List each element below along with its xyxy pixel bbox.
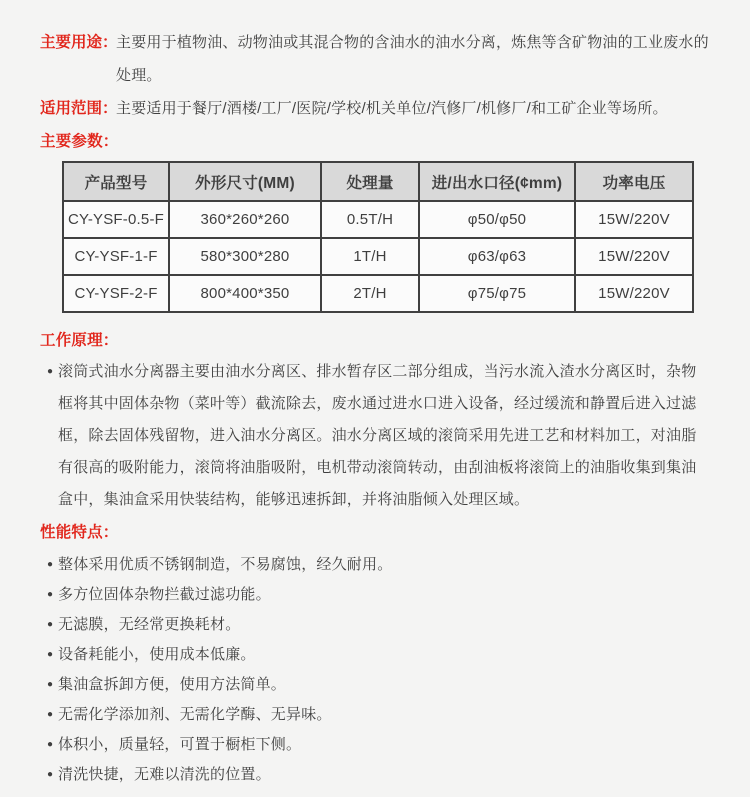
table-cell: CY-YSF-1-F [63,238,169,275]
product-spec-document [40,26,712,790]
feature-item-text: 整体采用优质不锈钢制造，不易腐蚀，经久耐用。 [58,556,393,573]
feature-item-text: 多方位固体杂物拦截过滤功能。 [58,586,271,603]
table-row [63,201,693,238]
feature-item [47,760,712,790]
bullet-icon: ● [47,366,54,377]
feature-item-text: 无滤膜，无经常更换耗材。 [58,616,241,633]
principle-paragraph [47,356,707,516]
feature-item-text: 设备耗能小，使用成本低廉。 [58,646,256,663]
bullet-icon: ● [47,559,54,570]
main-use-text: 主要用于植物油、动物油或其混合物的含油水的油水分离，炼焦等含矿物油的工业废水的处理。 [116,34,709,84]
scope-text: 主要适用于餐厅/酒楼/工厂/医院/学校/机关单位/汽修厂/机修厂/和工矿企业等场所。 [116,100,668,117]
feature-item [47,610,712,640]
table-header-cell: 功率电压 [575,162,693,201]
main-use-paragraph [40,26,712,92]
table-cell: 800*400*350 [169,275,321,312]
table-cell: φ75/φ75 [419,275,575,312]
feature-item [47,730,712,760]
feature-item-text: 体积小，质量轻，可置于橱柜下侧。 [58,736,302,753]
table-header-cell: 产品型号 [63,162,169,201]
table-cell: CY-YSF-0.5-F [63,201,169,238]
table-header-cell: 外形尺寸(MM) [169,162,321,201]
feature-item-text: 清洗快捷，无难以清洗的位置。 [58,766,271,783]
table-cell: CY-YSF-2-F [63,275,169,312]
table-cell: φ63/φ63 [419,238,575,275]
main-use-label: 主要用途： [40,34,118,51]
bullet-icon: ● [47,739,54,750]
feature-item-text: 集油盒拆卸方便，使用方法简单。 [58,676,287,693]
feature-item [47,640,712,670]
table-cell: 15W/220V [575,275,693,312]
feature-item [47,700,712,730]
table-cell: 2T/H [321,275,419,312]
table-row [63,238,693,275]
features-list [47,550,712,790]
bullet-icon: ● [47,709,54,720]
table-cell: 0.5T/H [321,201,419,238]
table-row [63,275,693,312]
bullet-icon: ● [47,769,54,780]
bullet-icon: ● [47,619,54,630]
table-cell: 1T/H [321,238,419,275]
scope-paragraph [40,92,712,125]
features-section-title: 性能特点： [40,524,119,541]
table-cell: 360*260*260 [169,201,321,238]
params-section-title: 主要参数： [40,133,119,150]
table-cell: 15W/220V [575,238,693,275]
params-table-header-row [63,162,693,201]
params-table [62,161,694,313]
feature-item [47,670,712,700]
table-cell: 580*300*280 [169,238,321,275]
principle-section-title: 工作原理： [40,332,119,349]
bullet-icon: ● [47,649,54,660]
principle-text: 滚筒式油水分离器主要由油水分离区、排水暂存区二部分组成，当污水流入渣水分离区时，杂物框将其中固体杂物（菜叶等）截流除去，废水通过进水口进入设备，经过缓流和静置后进入过滤框，除去固体残留物，进入油水分离区。油水分离区域的滚筒采用先进工艺和材料加工，对油脂有很高的吸附能力，滚筒将油脂吸附，电机带动滚筒转动，由刮油板将滚筒上的油脂收集到集油盒中，集油盒采用快装结构，能够迅速拆卸，并将油脂倾入处理区域。 [58,363,697,508]
table-cell: φ50/φ50 [419,201,575,238]
table-cell: 15W/220V [575,201,693,238]
scope-label: 适用范围： [40,100,118,117]
feature-item [47,580,712,610]
feature-item [47,550,712,580]
feature-item-text: 无需化学添加剂、无需化学酶、无异味。 [58,706,332,723]
table-header-cell: 处理量 [321,162,419,201]
params-table-body [63,201,693,312]
bullet-icon: ● [47,679,54,690]
bullet-icon: ● [47,589,54,600]
table-header-cell: 进/出水口径(¢mm) [419,162,575,201]
